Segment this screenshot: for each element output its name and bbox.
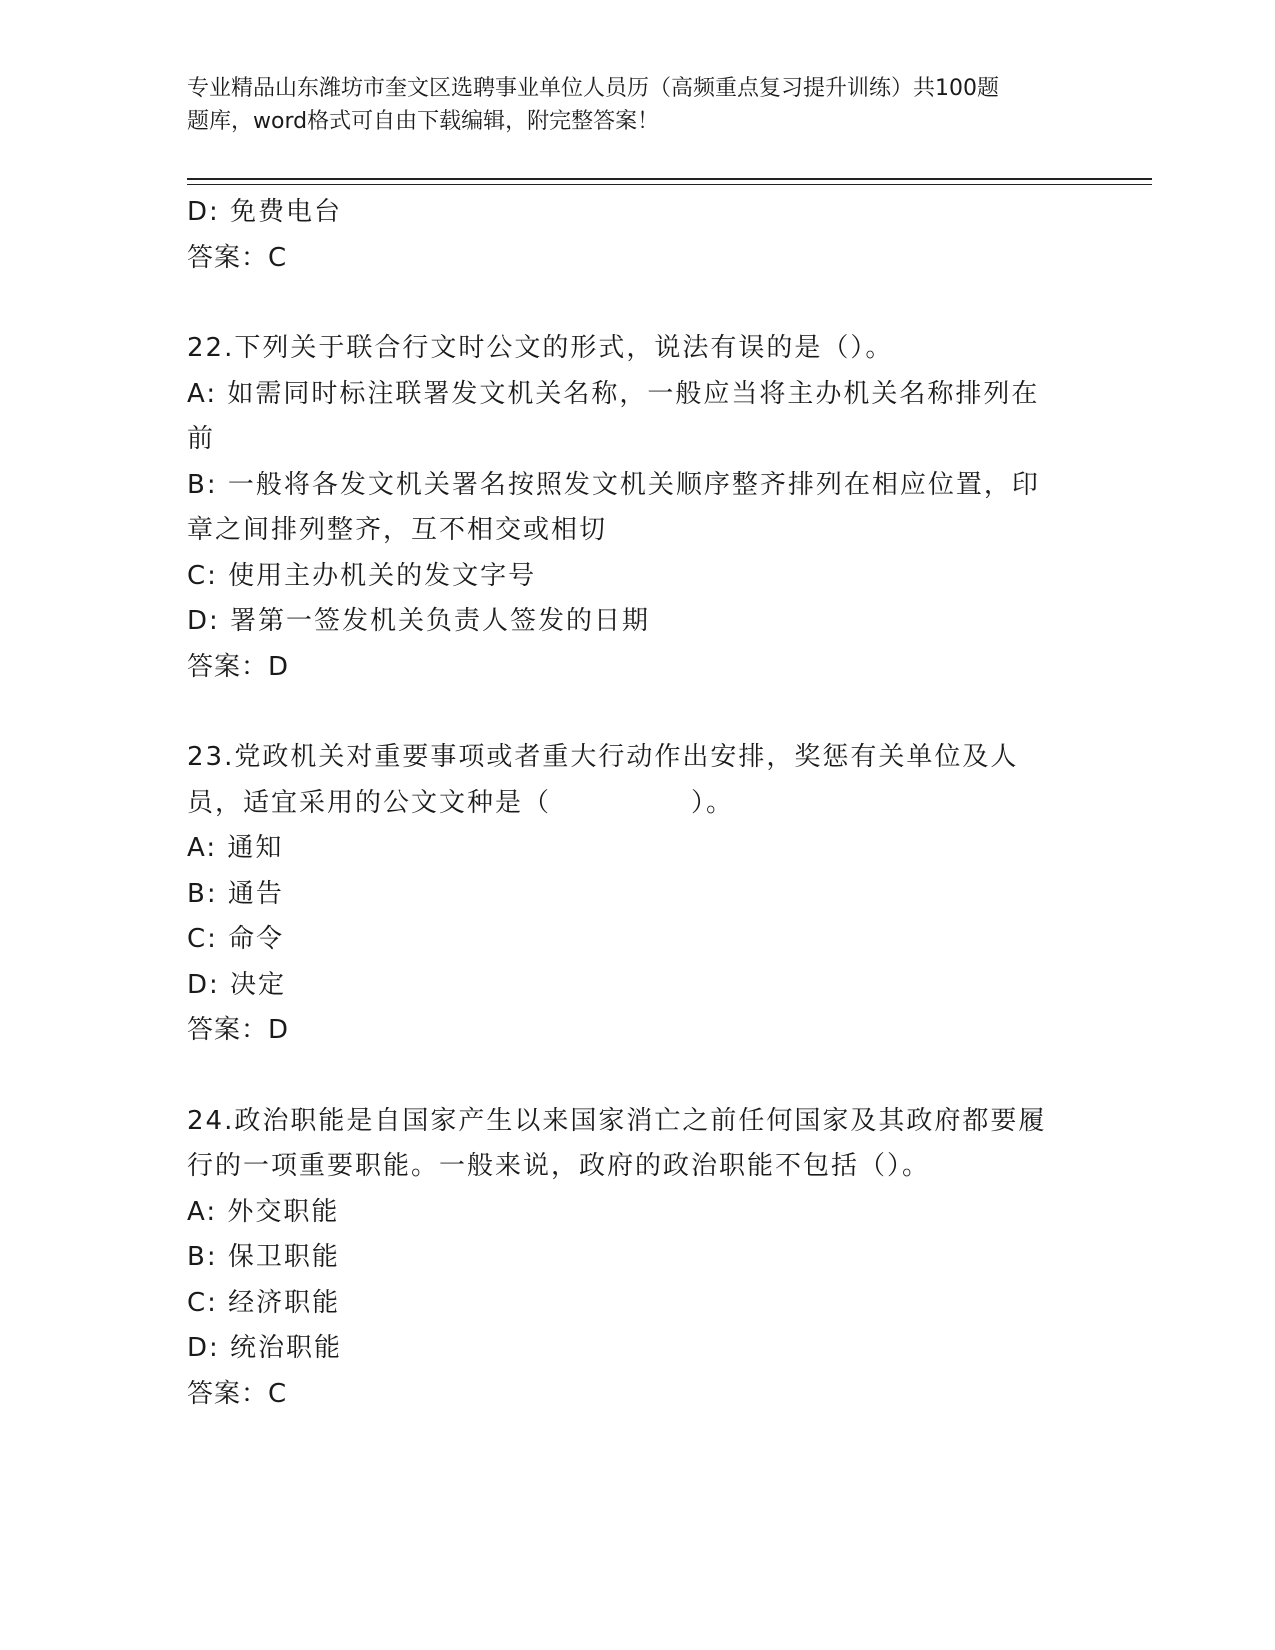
option-b: B: 通告 xyxy=(187,878,284,909)
prev-option-d: D: 免费电台 xyxy=(187,197,343,227)
option-d: D: 统治职能 xyxy=(187,1333,343,1363)
option-a: A: 通知 xyxy=(187,833,284,863)
option-d: D: 署第一签发机关负责人签发的日期 xyxy=(187,606,651,636)
prev-answer: 答案：C xyxy=(187,242,288,273)
option-b: B: 一般将各发文机关署名按照发文机关顺序整齐排列在相应位置，印章之间排列整齐，互不相交或相切 xyxy=(187,469,1040,545)
question-23 xyxy=(187,735,1067,1054)
question-stem: 24.政治职能是自国家产生以来国家消亡之前任何国家及其政府都要履行的一项重要职能。一般来说，政府的政治职能不包括（）。 xyxy=(187,1105,1047,1181)
answer: 答案：C xyxy=(187,1378,288,1409)
question-22 xyxy=(187,326,1067,690)
option-b: B: 保卫职能 xyxy=(187,1242,340,1272)
answer: 答案：D xyxy=(187,651,290,682)
document-title: 专业精品山东潍坊市奎文区选聘事业单位人员历（高频重点复习提升训练）共100题 题库，word格式可自由下载编辑，附完整答案！ xyxy=(187,76,1088,134)
header-rule-thin xyxy=(187,184,1152,185)
option-c: C: 使用主办机关的发文字号 xyxy=(187,560,537,591)
header-rule-thick xyxy=(187,178,1152,180)
document-header xyxy=(187,72,1088,138)
question-24 xyxy=(187,1099,1067,1418)
answer: 答案：D xyxy=(187,1015,290,1045)
option-a: A: 如需同时标注联署发文机关名称，一般应当将主办机关名称排列在前 xyxy=(187,378,1040,454)
option-c: C: 经济职能 xyxy=(187,1287,341,1318)
option-a: A: 外交职能 xyxy=(187,1196,340,1227)
document-body xyxy=(187,190,1067,1417)
question-stem: 23.党政机关对重要事项或者重大行动作出安排，奖惩有关单位及人员，适宜采用的公文文种是（ ）。 xyxy=(187,742,1019,818)
option-c: C: 命令 xyxy=(187,924,285,954)
option-d: D: 决定 xyxy=(187,969,287,1000)
question-stem: 22.下列关于联合行文时公文的形式，说法有误的是（）。 xyxy=(187,333,894,363)
